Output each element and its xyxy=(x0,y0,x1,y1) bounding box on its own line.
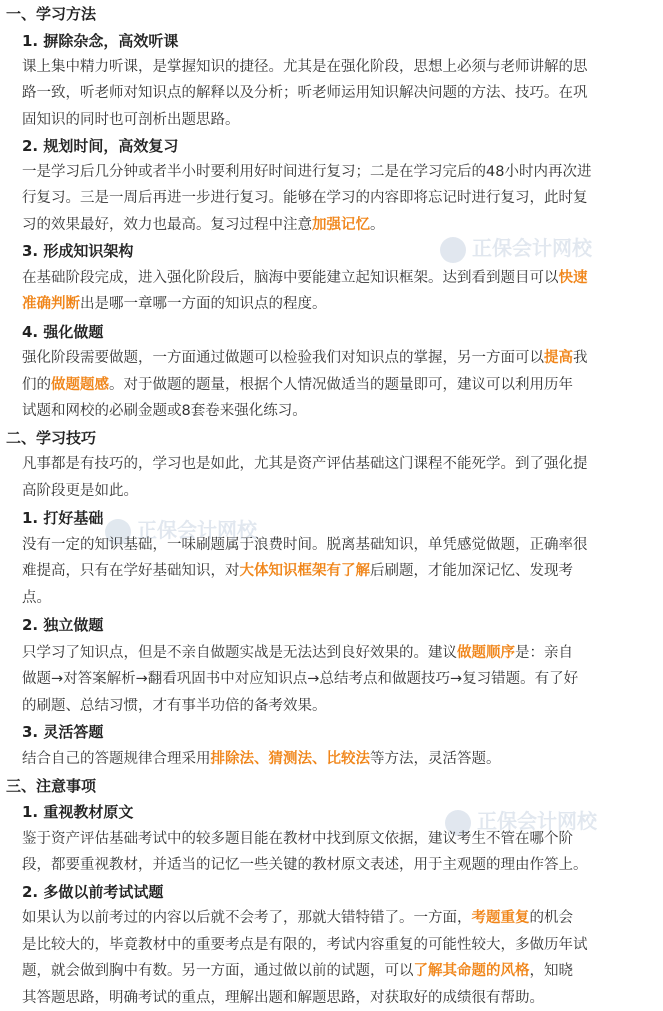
text-run: 1. 打好基础 xyxy=(22,509,104,527)
text-run: 等方法，灵活答题。 xyxy=(370,751,501,767)
highlight-text: 提高 xyxy=(544,350,573,366)
paragraph-line xyxy=(22,481,138,501)
text-run: 1. 重视教材原文 xyxy=(22,803,134,821)
section-heading xyxy=(6,4,96,24)
watermark-logo-icon xyxy=(440,237,466,263)
text-run: 试题和网校的必刷金题或8套卷来强化练习。 xyxy=(22,403,307,419)
subsection-heading xyxy=(22,722,103,742)
text-run: 。对于做题的题量，根据个人情况做适当的题量即可，建议可以利用历年 xyxy=(109,377,573,393)
subsection-heading xyxy=(22,136,178,156)
text-run: ，知晓 xyxy=(529,963,573,979)
text-run: 是比较大的，毕竟教材中的重要考点是有限的，考试内容重复的可能性较大，多做历年试 xyxy=(22,937,588,953)
paragraph-line xyxy=(22,401,307,421)
text-run: 3. 灵活答题 xyxy=(22,723,104,741)
highlight-text: 加强记忆 xyxy=(312,217,370,233)
text-run: 2. 独立做题 xyxy=(22,616,104,634)
highlight-text: 排除法、猜测法、比较法 xyxy=(210,751,370,767)
text-run: 的机会 xyxy=(529,910,573,926)
watermark: 正保会计网校 xyxy=(105,514,257,545)
subsection-heading xyxy=(22,508,103,528)
paragraph-line xyxy=(22,162,591,182)
paragraph-line xyxy=(22,643,573,663)
paragraph-line xyxy=(22,561,573,581)
paragraph-line xyxy=(22,961,573,981)
highlight-text: 大体知识框架有了解 xyxy=(239,563,370,579)
subsection-heading xyxy=(22,615,103,635)
paragraph-line xyxy=(22,588,51,608)
watermark: 正保会计网校 xyxy=(440,232,592,263)
text-run: 1. 摒除杂念，高效听课 xyxy=(22,32,179,50)
subsection-heading xyxy=(22,802,133,822)
text-run: 没有一定的知识基础，一味刷题属于浪费时间。脱离基础知识，单凭感觉做题，正确率很 xyxy=(22,537,588,553)
paragraph-line xyxy=(22,188,588,208)
text-run: 固知识的同时也可剖析出题思路。 xyxy=(22,112,240,128)
paragraph-line xyxy=(22,908,573,928)
text-run: 难提高，只有在学好基础知识，对 xyxy=(22,563,240,579)
subsection-heading xyxy=(22,882,163,902)
text-run: 们的 xyxy=(22,377,51,393)
text-run: 路一致，听老师对知识点的解释以及分析；听老师运用知识解决问题的方法、技巧。在巩 xyxy=(22,85,588,101)
text-run: 做题→对答案解析→翻看巩固书中对应知识点→总结考点和做题技巧→复习错题。有了好 xyxy=(22,671,579,687)
text-run: 一、学习方法 xyxy=(6,5,97,23)
paragraph-line xyxy=(22,935,588,955)
paragraph-line xyxy=(22,988,544,1008)
paragraph-line xyxy=(22,829,573,849)
text-run: 一是学习后几分钟或者半小时要利用好时间进行复习；二是在学习完后的48小时内再次进 xyxy=(22,164,592,180)
paragraph-line xyxy=(22,215,385,235)
section-heading xyxy=(6,428,96,448)
text-run: 在基础阶段完成，进入强化阶段后，脑海中要能建立起知识框架。达到看到题目可以 xyxy=(22,270,559,286)
text-run: 4. 强化做题 xyxy=(22,323,104,341)
text-run: 2. 多做以前考试试题 xyxy=(22,883,164,901)
paragraph-line xyxy=(22,669,578,689)
text-run: 段，都要重视教材，并适当的记忆一些关键的教材原文表述，用于主观题的理由作答上。 xyxy=(22,857,588,873)
subsection-heading xyxy=(22,322,103,342)
highlight-text: 快速 xyxy=(558,270,588,286)
paragraph-line xyxy=(22,57,588,77)
text-run: 二、学习技巧 xyxy=(6,429,97,447)
highlight-text: 了解其命题的风格 xyxy=(413,963,530,979)
section-heading xyxy=(6,776,96,796)
highlight-text: 准确判断 xyxy=(22,296,80,312)
text-run: 出是哪一章哪一方面的知识点的程度。 xyxy=(80,296,327,312)
text-run: 我 xyxy=(573,350,588,366)
paragraph-line xyxy=(22,348,588,368)
highlight-text: 做题题感 xyxy=(51,377,109,393)
text-run: 后刷题，才能加深记忆、发现考 xyxy=(370,563,573,579)
paragraph-line xyxy=(22,749,501,769)
text-run: 只学习了知识点，但是不亲自做题实战是无法达到良好效果的。建议 xyxy=(22,645,457,661)
text-run: 结合自己的答题规律合理采用 xyxy=(22,751,211,767)
text-run: 。 xyxy=(370,217,385,233)
paragraph-line xyxy=(22,294,327,314)
text-run: 2. 规划时间，高效复习 xyxy=(22,137,179,155)
text-run: 如果认为以前考过的内容以后就不会考了，那就大错特错了。一方面， xyxy=(22,910,472,926)
paragraph-line xyxy=(22,268,588,288)
paragraph-line xyxy=(22,83,588,103)
subsection-heading xyxy=(22,241,133,261)
paragraph-line xyxy=(22,696,327,716)
text-run: 三、注意事项 xyxy=(6,777,97,795)
text-run: 其答题思路，明确考试的重点，理解出题和解题思路，对获取好的成绩很有帮助。 xyxy=(22,990,544,1006)
watermark: 正保会计网校 xyxy=(445,805,597,836)
paragraph-line xyxy=(22,375,573,395)
paragraph-line xyxy=(22,110,240,130)
text-run: 鉴于资产评估基础考试中的较多题目能在教材中找到原文依据，建议考生不管在哪个阶 xyxy=(22,831,573,847)
highlight-text: 考题重复 xyxy=(471,910,530,926)
text-run: 题，就会做到胸中有数。另一方面，通过做以前的试题，可以 xyxy=(22,963,414,979)
text-run: 习的效果最好，效力也最高。复习过程中注意 xyxy=(22,217,312,233)
highlight-text: 做题顺序 xyxy=(457,645,515,661)
paragraph-line xyxy=(22,855,588,875)
text-run: 高阶段更是如此。 xyxy=(22,483,138,499)
text-run: 点。 xyxy=(22,590,51,606)
text-run: 强化阶段需要做题，一方面通过做题可以检验我们对知识点的掌握，另一方面可以 xyxy=(22,350,544,366)
text-run: 3. 形成知识架构 xyxy=(22,242,134,260)
subsection-heading xyxy=(22,31,178,51)
text-run: 是：亲自 xyxy=(515,645,573,661)
paragraph-line xyxy=(22,454,588,474)
text-run: 行复习。三是一周后再进一步进行复习。能够在学习的内容即将忘记时进行复习，此时复 xyxy=(22,190,588,206)
text-run: 课上集中精力听课，是掌握知识的捷径。尤其是在强化阶段，思想上必须与老师讲解的思 xyxy=(22,59,588,75)
text-run: 的刷题、总结习惯，才有事半功倍的备考效果。 xyxy=(22,698,327,714)
paragraph-line xyxy=(22,535,588,555)
text-run: 凡事都是有技巧的，学习也是如此，尤其是资产评估基础这门课程不能死学。到了强化提 xyxy=(22,456,588,472)
